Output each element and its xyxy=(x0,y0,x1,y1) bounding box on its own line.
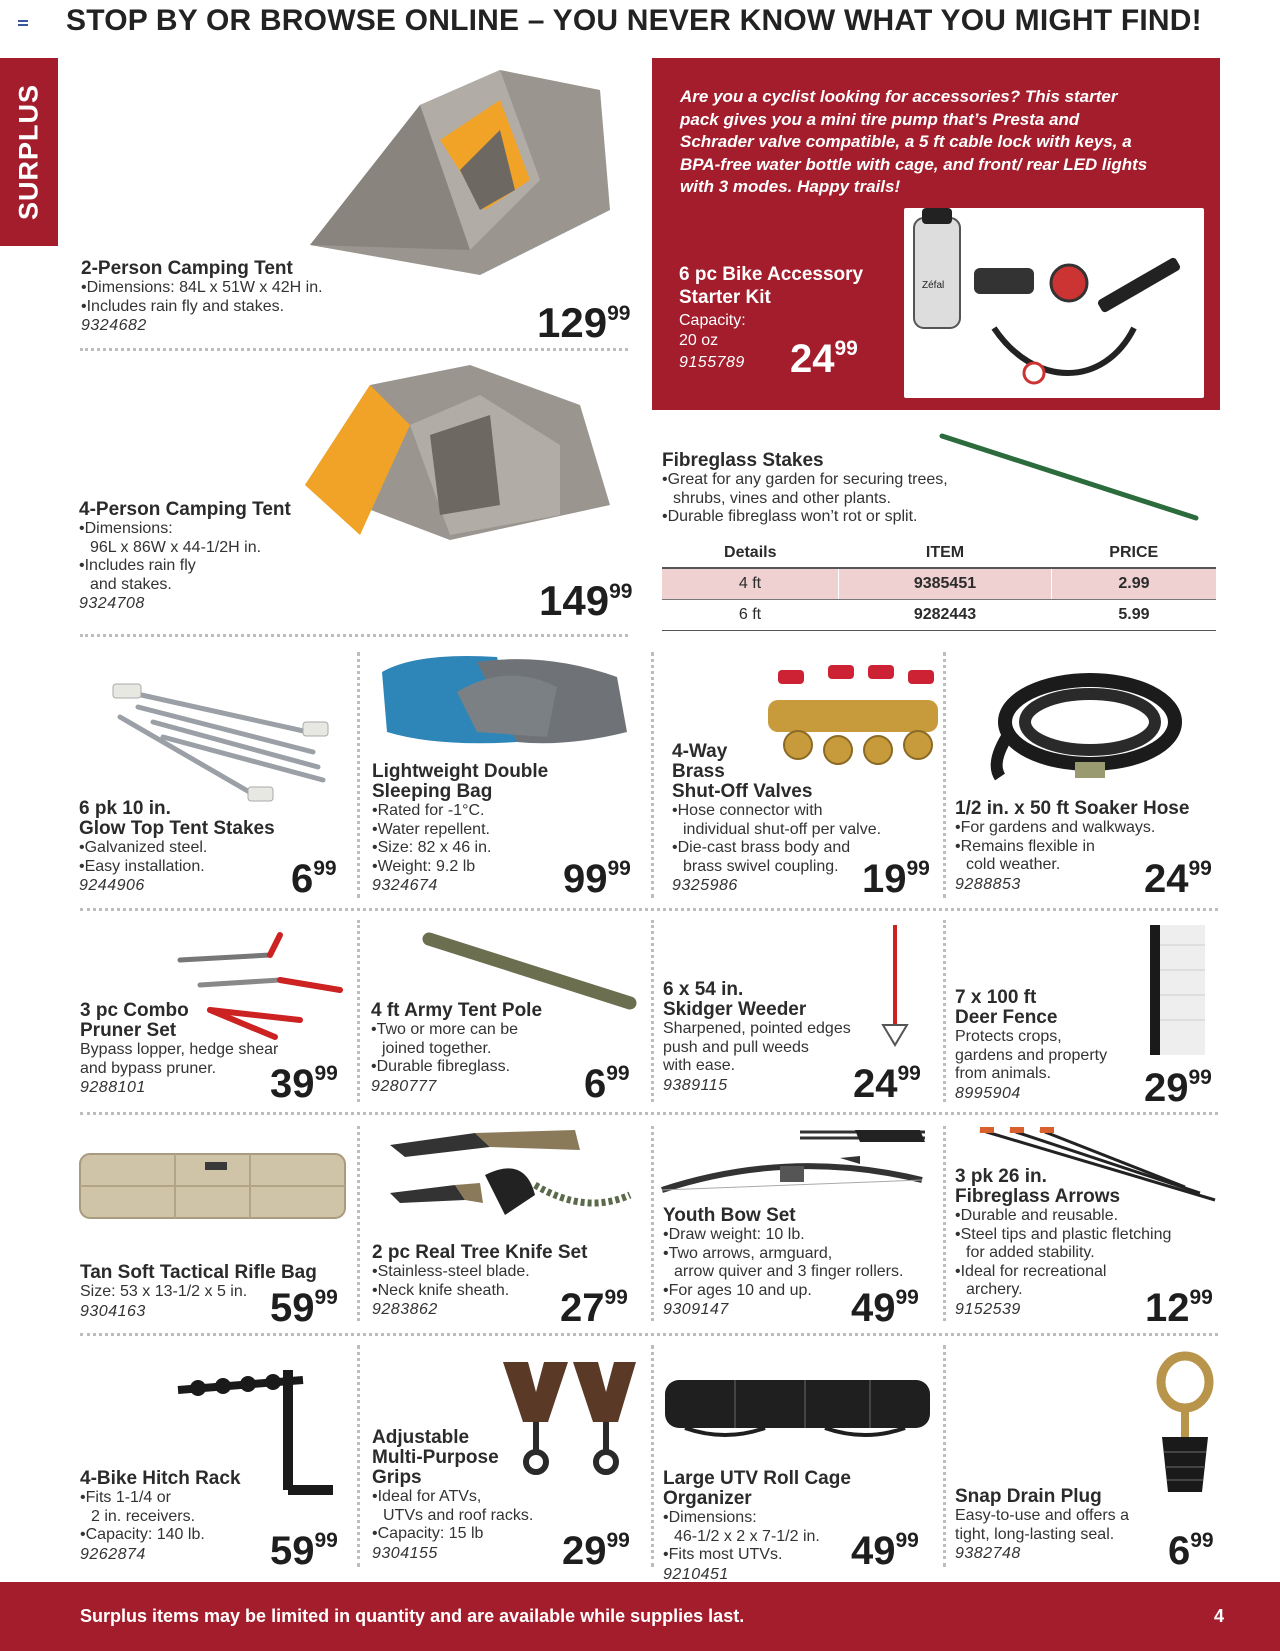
price: 2499 xyxy=(790,337,858,381)
price: 4999 xyxy=(851,1529,919,1573)
promo-title-line: Starter Kit xyxy=(679,287,771,308)
tent-stakes-image xyxy=(108,662,338,802)
product-description: with ease. xyxy=(663,1057,736,1074)
product-title: 4-Bike Hitch Rack xyxy=(80,1468,241,1489)
product-sku: 9304163 xyxy=(80,1302,146,1320)
product-description: Bypass lopper, hedge shear xyxy=(80,1041,279,1058)
table-row xyxy=(662,599,1216,630)
tent-4-person-info xyxy=(79,500,399,614)
utv-organizer-image xyxy=(665,1372,930,1442)
divider xyxy=(357,1126,360,1321)
product-bullet-cont: individual shut-off per valve. xyxy=(683,820,882,838)
divider xyxy=(357,920,360,1102)
product-sku: 9324708 xyxy=(79,595,145,612)
product-bullet: • Durable and reusable. xyxy=(955,1207,1225,1226)
product-title: 6 pk 10 in. xyxy=(79,798,171,819)
knife-set-image xyxy=(385,1125,635,1230)
price: 699 xyxy=(291,857,337,901)
bike-kit-image xyxy=(904,208,1204,398)
product-description: Protects crops, xyxy=(955,1028,1062,1045)
price: 699 xyxy=(584,1062,630,1106)
table-cell: 9282443 xyxy=(839,599,1052,630)
product-bullet-cont: 2 in. receivers. xyxy=(91,1507,196,1525)
table-cell: 4 ft xyxy=(662,568,839,599)
product-title: Fibreglass Arrows xyxy=(955,1186,1121,1207)
product-sku: 9244906 xyxy=(79,877,145,894)
drain-plug-info xyxy=(955,1487,1175,1564)
product-sku: 9309147 xyxy=(663,1301,729,1318)
product-sku: 9210451 xyxy=(663,1565,729,1583)
product-sku: 9304155 xyxy=(372,1544,438,1562)
product-bullet: • Weight: 9.2 lb xyxy=(372,858,632,877)
column-header: PRICE xyxy=(1051,538,1216,568)
product-description: from animals. xyxy=(955,1065,1052,1082)
footer-bar xyxy=(0,1582,1280,1651)
divider xyxy=(80,1333,1218,1336)
rifle-bag-image xyxy=(80,1148,345,1223)
product-title: 4-Person Camping Tent xyxy=(79,499,291,520)
product-title: Tan Soft Tactical Rifle Bag xyxy=(80,1262,317,1283)
price: 5999 xyxy=(270,1529,338,1573)
product-bullet-cont: brass swivel coupling. xyxy=(683,857,839,875)
product-bullet: • Galvanized steel. xyxy=(79,839,319,858)
product-bullet-cont: joined together. xyxy=(382,1039,492,1057)
product-title: Brass xyxy=(672,761,725,782)
product-sku: 9324682 xyxy=(81,317,147,334)
product-bullet: • Dimensions: xyxy=(79,520,399,539)
product-bullet: • Fits most UTVs. xyxy=(663,1546,943,1565)
table-header xyxy=(662,538,1216,568)
price: 2799 xyxy=(560,1286,628,1330)
product-sku: 8995904 xyxy=(955,1084,1021,1102)
product-title: Fibreglass Stakes xyxy=(662,450,824,471)
price: 1999 xyxy=(862,857,930,901)
price: 12999 xyxy=(537,299,631,346)
product-bullet: • Includes rain fly xyxy=(79,557,399,576)
product-bullet-cont: UTVs and roof racks. xyxy=(383,1506,534,1524)
product-sku: 9288853 xyxy=(955,875,1021,893)
product-title: 3 pk 26 in. xyxy=(955,1166,1047,1187)
deer-fence-info xyxy=(955,988,1155,1104)
product-bullet: • Water repellent. xyxy=(372,821,632,840)
product-title: 7 x 100 ft xyxy=(955,987,1037,1008)
promo-title-line: 6 pc Bike Accessory xyxy=(679,264,864,285)
product-title: Lightweight Double xyxy=(372,761,549,782)
divider xyxy=(943,1345,946,1567)
product-bullet: • Includes rain fly and stakes. xyxy=(81,298,421,317)
product-title: Pruner Set xyxy=(80,1020,177,1041)
product-bullet: • Fits 1-1/4 or xyxy=(80,1489,310,1508)
deer-fence-image xyxy=(1150,925,1210,1060)
product-title: 4-Way xyxy=(672,741,728,762)
product-title: Grips xyxy=(372,1467,422,1488)
product-sku: 9262874 xyxy=(80,1545,146,1563)
divider xyxy=(80,348,628,351)
bike-kit-promo xyxy=(652,58,1220,410)
price: 2999 xyxy=(1144,1066,1212,1110)
page-number: 4 xyxy=(1213,1606,1224,1626)
product-description: Size: 53 x 13-1/2 x 5 in. xyxy=(80,1283,248,1300)
product-sku: 9288101 xyxy=(80,1079,146,1096)
product-bullet: • Dimensions: xyxy=(663,1509,943,1528)
product-sku: 9389115 xyxy=(663,1076,728,1094)
divider xyxy=(651,1345,654,1567)
product-title: Deer Fence xyxy=(955,1007,1058,1028)
product-bullet: • Remains flexible in xyxy=(955,838,1235,857)
divider xyxy=(80,1112,1218,1115)
price: 699 xyxy=(1168,1529,1214,1573)
product-title: Sleeping Bag xyxy=(372,781,493,802)
table-cell: 2.99 xyxy=(1051,568,1216,599)
divider xyxy=(651,1126,654,1321)
product-bullet: • Durable fibreglass. xyxy=(371,1058,641,1077)
column-header: ITEM xyxy=(839,538,1052,568)
product-bullet: • Two arrows, armguard, xyxy=(663,1245,943,1264)
product-bullet-cont: 46-1/2 x 2 x 7-1/2 in. xyxy=(674,1527,820,1545)
product-description: and bypass pruner. xyxy=(80,1059,217,1077)
section-tab xyxy=(0,58,58,246)
product-bullet: • Rated for -1°C. xyxy=(372,802,632,821)
product-title: 2 pc Real Tree Knife Set xyxy=(372,1242,588,1263)
product-title: Skidger Weeder xyxy=(663,999,807,1020)
product-title: Glow Top Tent Stakes xyxy=(79,818,275,839)
product-bullet-cont: for added stability. xyxy=(966,1244,1095,1261)
corner-mark xyxy=(18,20,28,26)
product-bullet: • Ideal for ATVs, xyxy=(372,1488,602,1507)
divider xyxy=(357,1345,360,1567)
product-sku: 9152539 xyxy=(955,1300,1021,1318)
product-bullet: • For ages 10 and up. xyxy=(663,1282,943,1301)
bottle-brand: Zéfal xyxy=(922,280,945,291)
product-title: 4 ft Army Tent Pole xyxy=(371,1000,543,1021)
divider xyxy=(651,920,654,1102)
product-title: Multi-Purpose xyxy=(372,1447,499,1468)
promo-title xyxy=(679,263,863,309)
product-bullet: • Easy installation. xyxy=(79,858,319,877)
product-bullet: • Capacity: 140 lb. xyxy=(80,1526,310,1545)
product-description: Sharpened, pointed edges xyxy=(663,1020,851,1037)
product-bullet: • Stainless-steel blade. xyxy=(372,1263,642,1282)
price: 4999 xyxy=(851,1286,919,1330)
table-cell: 6 ft xyxy=(662,599,839,630)
column-header: Details xyxy=(662,538,839,568)
divider xyxy=(943,1126,946,1321)
table-row xyxy=(662,568,1216,599)
promo-capacity-label: Capacity: xyxy=(679,312,746,329)
product-bullet: • Durable fibreglass won’t rot or split. xyxy=(662,508,1022,527)
product-sku: 9382748 xyxy=(955,1545,1021,1562)
product-title: Youth Bow Set xyxy=(663,1205,796,1226)
product-title: Snap Drain Plug xyxy=(955,1486,1102,1507)
promo-capacity-value: 20 oz xyxy=(679,332,719,349)
fibreglass-stakes-table xyxy=(662,538,1216,631)
soaker-hose-image xyxy=(980,672,1180,782)
product-title: 3 pc Combo xyxy=(80,1000,189,1021)
product-bullet: • Capacity: 15 lb xyxy=(372,1525,602,1544)
product-sku: 9155789 xyxy=(679,354,745,371)
tent-2-person-image xyxy=(300,60,620,270)
product-sku: 9280777 xyxy=(371,1077,437,1095)
product-description: Easy-to-use and offers a xyxy=(955,1507,1130,1524)
product-bullet-cont: archery. xyxy=(966,1281,1023,1298)
price: 2499 xyxy=(1144,857,1212,901)
product-bullet: • Die-cast brass body and xyxy=(672,839,942,858)
product-title: Shut-Off Valves xyxy=(672,781,813,802)
price: 9999 xyxy=(563,857,631,901)
section-tab-label: SURPLUS xyxy=(13,83,44,221)
footer-note: Surplus items may be limited in quantity and are available while supplies last. xyxy=(80,1606,745,1626)
table-cell: 9385451 xyxy=(839,568,1052,599)
product-title: 6 x 54 in. xyxy=(663,979,744,1000)
divider xyxy=(80,634,628,637)
tent-pole-image xyxy=(425,935,635,1010)
price: 5999 xyxy=(270,1286,338,1330)
product-sku: 9324674 xyxy=(372,877,438,894)
product-bullet: • Ideal for recreational xyxy=(955,1263,1225,1282)
product-bullet: • Draw weight: 10 lb. xyxy=(663,1226,943,1245)
divider xyxy=(80,908,1218,911)
product-bullet: • Neck knife sheath. xyxy=(372,1282,642,1301)
product-sku: 9283862 xyxy=(372,1301,438,1318)
product-sku: 9325986 xyxy=(672,877,738,894)
product-bullet: • Hose connector with xyxy=(672,802,942,821)
product-bullet-cont: 96L x 86W x 44-1/2H in. xyxy=(90,538,262,556)
price: 1299 xyxy=(1145,1286,1213,1330)
promo-capacity xyxy=(679,311,746,351)
price: 14999 xyxy=(539,577,633,624)
price: 3999 xyxy=(270,1062,338,1106)
product-bullet: • Two or more can be xyxy=(371,1021,641,1040)
product-bullet: • For gardens and walkways. xyxy=(955,819,1235,838)
divider xyxy=(943,920,946,1102)
product-bullet-cont: cold weather. xyxy=(966,856,1061,873)
drain-plug-image xyxy=(1150,1352,1220,1497)
divider xyxy=(357,652,360,898)
product-bullet: • Great for any garden for securing trees, xyxy=(662,471,1022,490)
tent-stakes-info xyxy=(79,799,319,896)
product-bullet: • Size: 82 x 46 in. xyxy=(372,839,632,858)
sleeping-bag-image xyxy=(377,652,632,747)
product-description: push and pull weeds xyxy=(663,1038,809,1056)
price: 2999 xyxy=(562,1529,630,1573)
tent-2-person-info xyxy=(81,259,421,336)
fibreglass-stakes-info xyxy=(662,451,1022,527)
product-bullet: • Dimensions: 84L x 51W x 42H in. xyxy=(81,279,421,298)
product-description: tight, long-lasting seal. xyxy=(955,1525,1115,1543)
product-title: Adjustable xyxy=(372,1427,470,1448)
page-headline: STOP BY OR BROWSE ONLINE – YOU NEVER KNOW WHAT YOU MIGHT FIND! xyxy=(66,4,1202,37)
product-title: Large UTV Roll Cage Organizer xyxy=(663,1468,851,1509)
promo-intro: Are you a cyclist looking for accessories? This starter pack gives you a mini tire pump that’s Presta and Schrader valve compatible, a 5 ft cable lock with keys, a BPA-free water bottle with cage, and front/ rear LED lights with 3 modes. Happy trails! xyxy=(680,87,1148,196)
product-bullet-cont: arrow quiver and 3 finger rollers. xyxy=(674,1263,904,1280)
product-bullet: • Steel tips and plastic fletching xyxy=(955,1226,1225,1245)
table-cell: 5.99 xyxy=(1051,599,1216,630)
product-description: gardens and property xyxy=(955,1046,1108,1064)
product-title: 2-Person Camping Tent xyxy=(81,258,293,279)
price: 2499 xyxy=(853,1062,921,1106)
product-title: 1/2 in. x 50 ft Soaker Hose xyxy=(955,798,1190,819)
product-bullet-cont: shrubs, vines and other plants. xyxy=(673,489,891,507)
product-bullet-cont: and stakes. xyxy=(90,575,172,593)
divider xyxy=(651,652,654,898)
